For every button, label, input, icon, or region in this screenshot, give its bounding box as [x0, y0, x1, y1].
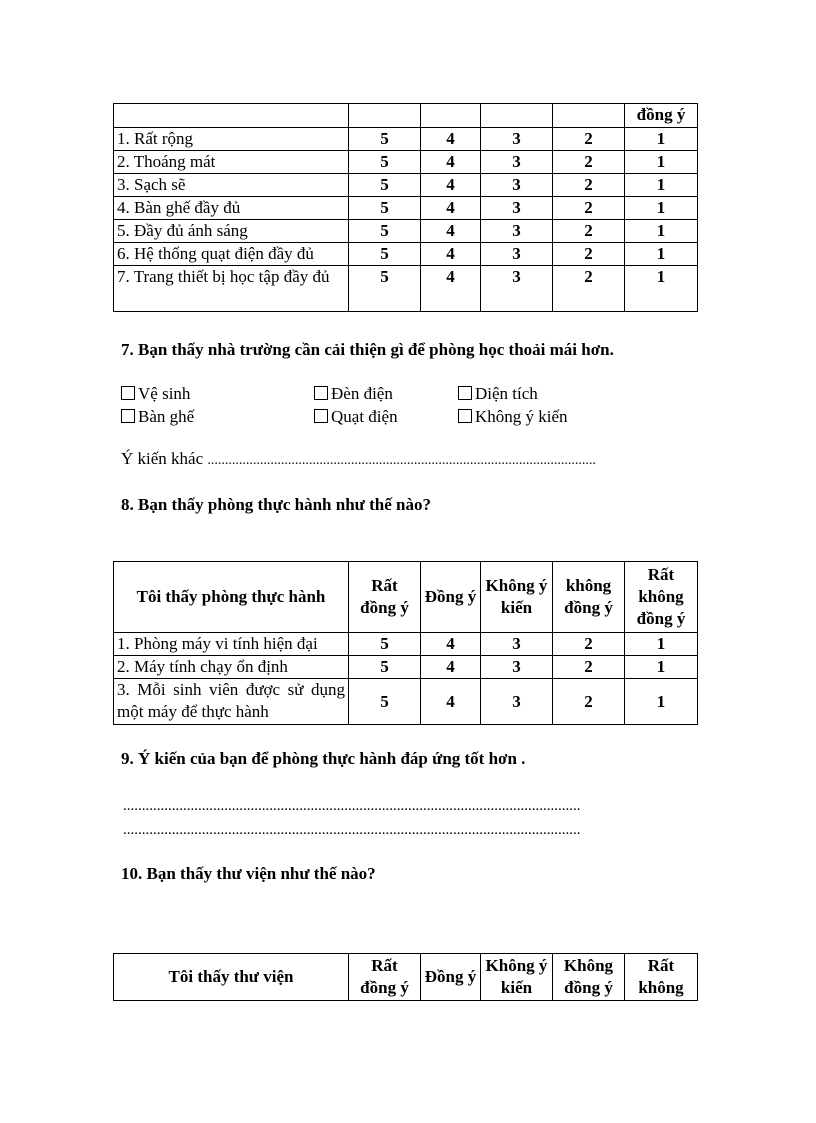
checkbox-icon[interactable]	[314, 409, 328, 423]
header-cell: Đồng ý	[421, 954, 481, 1001]
score-cell: 3	[481, 679, 553, 725]
header-cell: Không ý kiến	[481, 562, 553, 633]
row-label: 6. Hệ thống quạt điện đầy đủ	[114, 243, 349, 266]
score-cell: 4	[421, 220, 481, 243]
checkbox-icon[interactable]	[121, 409, 135, 423]
answer-line-1[interactable]: ..........................................................................................................................	[123, 798, 581, 814]
score-cell: 4	[421, 679, 481, 725]
score-cell: 2	[553, 151, 625, 174]
score-cell: 5	[349, 220, 421, 243]
header-cell: Không ý kiến	[481, 954, 553, 1001]
score-cell: 1	[625, 656, 698, 679]
lab-rating-table	[113, 561, 698, 725]
classroom-rating-table	[113, 103, 698, 312]
score-cell: 4	[421, 197, 481, 220]
score-cell: 1	[625, 151, 698, 174]
score-cell: 2	[553, 656, 625, 679]
score-cell: 2	[553, 266, 625, 312]
table-row	[114, 243, 698, 266]
score-cell: 2	[553, 128, 625, 151]
row-label: 5. Đầy đủ ánh sáng	[114, 220, 349, 243]
score-cell: 3	[481, 128, 553, 151]
score-cell: 4	[421, 174, 481, 197]
option-khong-y-kien[interactable]: Không ý kiến	[458, 407, 568, 427]
row-label: 4. Bàn ghế đầy đủ	[114, 197, 349, 220]
score-cell: 4	[421, 266, 481, 312]
score-cell: 4	[421, 656, 481, 679]
table-row	[114, 128, 698, 151]
score-cell: 1	[625, 679, 698, 725]
score-cell: 5	[349, 151, 421, 174]
other-opinion-label: Ý kiến khác	[121, 449, 204, 468]
header-cell: Đồng ý	[421, 562, 481, 633]
answer-line-2[interactable]: ..........................................................................................................................	[123, 822, 581, 838]
score-cell: 4	[421, 633, 481, 656]
score-cell: 1	[625, 266, 698, 312]
score-cell: 5	[349, 128, 421, 151]
score-cell: 2	[553, 174, 625, 197]
row-label: 1. Phòng máy vi tính hiện đại	[114, 633, 349, 656]
score-cell: 5	[349, 174, 421, 197]
score-cell: 5	[349, 656, 421, 679]
question-8-title: 8. Bạn thấy phòng thực hành như thế nào?	[121, 495, 431, 514]
header-cell: Tôi thấy thư viện	[114, 954, 349, 1001]
header-cell: Rất không	[625, 954, 698, 1001]
score-cell: 2	[553, 633, 625, 656]
score-cell: 3	[481, 243, 553, 266]
score-cell: 5	[349, 197, 421, 220]
other-opinion-field[interactable]	[121, 449, 686, 469]
header-cell: Không đồng ý	[553, 954, 625, 1001]
header-cell: không đồng ý	[553, 562, 625, 633]
option-ve-sinh[interactable]: Vệ sinh	[121, 384, 190, 404]
option-den-dien[interactable]: Đèn điện	[314, 384, 393, 404]
row-label: 3. Sạch sẽ	[114, 174, 349, 197]
score-cell: 3	[481, 174, 553, 197]
header-cell: Tôi thấy phòng thực hành	[114, 562, 349, 633]
score-cell: 2	[553, 243, 625, 266]
score-cell: 5	[349, 266, 421, 312]
score-cell: 2	[553, 197, 625, 220]
table-row	[114, 174, 698, 197]
table-header-row	[114, 562, 698, 633]
score-cell: 3	[481, 151, 553, 174]
checkbox-icon[interactable]	[121, 386, 135, 400]
other-opinion-dots: ...............................................................................................................	[207, 453, 596, 468]
question-9-title: 9. Ý kiến của bạn để phòng thực hành đáp ứng tốt hơn .	[121, 749, 526, 768]
row-label: 7. Trang thiết bị học tập đầy đủ	[114, 266, 349, 312]
score-cell: 5	[349, 633, 421, 656]
table-row	[114, 220, 698, 243]
score-cell: 2	[553, 220, 625, 243]
score-cell: 2	[553, 679, 625, 725]
score-cell: 5	[349, 679, 421, 725]
row-label: 2. Thoáng mát	[114, 151, 349, 174]
score-cell: 1	[625, 220, 698, 243]
row-label: 2. Máy tính chạy ổn định	[114, 656, 349, 679]
header-cell: đồng ý	[625, 104, 698, 128]
score-cell: 3	[481, 197, 553, 220]
row-label: 1. Rất rộng	[114, 128, 349, 151]
table-row	[114, 656, 698, 679]
score-cell: 4	[421, 243, 481, 266]
score-cell: 5	[349, 243, 421, 266]
option-dien-tich[interactable]: Diện tích	[458, 384, 538, 404]
score-cell: 4	[421, 128, 481, 151]
table-row	[114, 266, 698, 312]
score-cell: 4	[421, 151, 481, 174]
checkbox-icon[interactable]	[458, 409, 472, 423]
score-cell: 3	[481, 656, 553, 679]
library-rating-table	[113, 953, 698, 1001]
score-cell: 1	[625, 243, 698, 266]
score-cell: 1	[625, 197, 698, 220]
header-cell: Rất không đồng ý	[625, 562, 698, 633]
table-row	[114, 151, 698, 174]
score-cell: 3	[481, 633, 553, 656]
question-10-title: 10. Bạn thấy thư viện như thế nào?	[121, 864, 376, 883]
score-cell: 3	[481, 266, 553, 312]
row-label: 3. Mỗi sinh viên được sử dụng một máy để thực hành	[114, 679, 349, 725]
table-row	[114, 197, 698, 220]
question-7-title: 7. Bạn thấy nhà trường cần cải thiện gì để phòng học thoải mái hơn.	[121, 340, 614, 359]
table-header-row	[114, 104, 698, 128]
checkbox-icon[interactable]	[314, 386, 328, 400]
option-ban-ghe[interactable]: Bàn ghế	[121, 407, 194, 427]
score-cell: 3	[481, 220, 553, 243]
header-cell: Rất đồng ý	[349, 954, 421, 1001]
header-cell: Rất đồng ý	[349, 562, 421, 633]
score-cell: 1	[625, 174, 698, 197]
table-row	[114, 679, 698, 725]
table-header-row	[114, 954, 698, 1001]
option-quat-dien[interactable]: Quạt điện	[314, 407, 398, 427]
checkbox-icon[interactable]	[458, 386, 472, 400]
score-cell: 1	[625, 633, 698, 656]
score-cell: 1	[625, 128, 698, 151]
table-row	[114, 633, 698, 656]
